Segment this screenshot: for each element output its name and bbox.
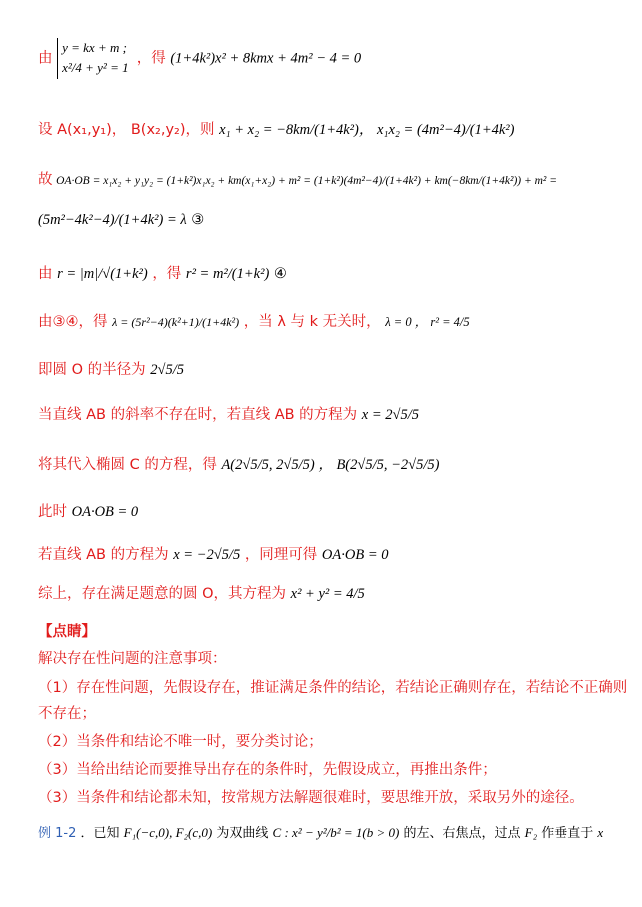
step-text: 若直线 AB 的方程为	[38, 547, 169, 563]
step-text: 设 A(x₁,y₁)， B(x₂,y₂)，则	[38, 122, 215, 138]
tip-intro: 解决存在性问题的注意事项：	[38, 651, 227, 667]
step-text: ，同理可得	[244, 547, 318, 563]
step-result	[38, 500, 138, 521]
focus-label: F₂	[524, 825, 538, 840]
dot-product-expansion: OA·OB = x₁x₂ + y₁y₂ = (1+k²)x₁x₂ + km(x₁+x₂) + m² = (1+k²)(4m²−4)/(1+4k²) + km(−8km/(1+4k²)) + m² =	[56, 175, 557, 187]
lambda-r-formula: λ = (5r²−4)(k²+1)/(1+4k²)	[112, 315, 240, 329]
step-other-line	[38, 543, 389, 564]
example-text: 为双曲线	[216, 826, 269, 841]
line-equation: x = −2√5/5	[173, 547, 241, 563]
equation-mark: ③	[191, 212, 205, 228]
tip-item-1-cont: 不存在；	[38, 706, 96, 722]
example-text: ．已知	[80, 826, 120, 841]
step-text: 综上，存在满足题意的圆 O，其方程为	[38, 586, 287, 602]
equation-system: y = kx + m ; x²/4 + y² = 1	[57, 38, 132, 79]
step-substitute	[38, 453, 439, 474]
example-text: 的左、右焦点，过点	[403, 826, 521, 841]
example-label: 例 1-2	[38, 826, 77, 841]
step-text: ，当 λ 与 k 无关时，	[243, 314, 381, 330]
step-text: 此时	[38, 504, 67, 520]
step-conclusion	[38, 582, 365, 603]
dot-product-zero: OA·OB = 0	[321, 547, 389, 563]
step-prefix: 由	[38, 50, 53, 67]
step-dot-product	[38, 168, 557, 189]
step-lambda	[38, 212, 204, 229]
radius-formula: r = |m|/√(1+k²)	[57, 266, 148, 282]
step-system	[38, 38, 361, 79]
example-text: 作垂直于	[541, 826, 594, 841]
step-prefix: 由③④，得	[38, 314, 108, 330]
line-equation: x = 2√5/5	[361, 407, 419, 423]
step-lambda-r	[38, 310, 470, 331]
step-text: 将其代入椭圆 C 的方程，得	[38, 457, 217, 473]
tip-item-4: （3）当条件和结论都未知，按常规方法解题很难时，要思维开放，采取另外的途径。	[38, 790, 584, 806]
step-radius-value	[38, 358, 184, 379]
circle-equation: x² + y² = 4/5	[290, 586, 365, 602]
hyperbola-equation: C : x² − y²/b² = 1(b > 0)	[272, 825, 400, 840]
radius-value: 2√5/5	[150, 362, 184, 378]
intersection-points: A(2√5/5, 2√5/5) ， B(2√5/5, −2√5/5)	[221, 457, 440, 473]
quadratic-equation: (1+4k²)x² + 8kmx + 4m² − 4 = 0	[170, 50, 362, 67]
vieta-formula: x₁ + x₂ = −8km/(1+4k²)， x₁x₂ = (4m²−4)/(1+4k²)	[219, 122, 515, 138]
step-text: ，得	[136, 50, 166, 67]
step-prefix: 由	[38, 266, 53, 282]
step-text: 即圆 O 的半径为	[38, 362, 146, 378]
step-text: 当直线 AB 的斜率不存在时，若直线 AB 的方程为	[38, 407, 358, 423]
equation-mark: ④	[273, 266, 287, 282]
tip-item-2: （2）当条件和结论不唯一时，要分类讨论；	[38, 734, 323, 750]
lambda-zero: λ = 0 ， r² = 4/5	[385, 315, 470, 329]
step-vieta	[38, 118, 514, 139]
step-text: 故	[38, 172, 53, 188]
dot-product-zero: OA·OB = 0	[71, 504, 139, 520]
example-line	[38, 822, 603, 841]
step-radius	[38, 262, 287, 283]
radius-squared: r² = m²/(1+k²)	[185, 266, 270, 282]
lambda-equation: (5m²−4k²−4)/(1+4k²) = λ	[38, 212, 187, 228]
step-text: ，得	[152, 266, 182, 282]
foci-coordinates: F₁(−c,0), F₂(c,0)	[123, 825, 213, 840]
tip-item-3: （3）当给出结论而要推导出存在的条件时，先假设成立，再推出条件；	[38, 762, 497, 778]
tip-item-1: （1）存在性问题，先假设存在，推证满足条件的结论，若结论正确则存在，若结论不正确则	[38, 680, 628, 696]
step-vertical-line	[38, 403, 419, 424]
axis-label: x	[597, 825, 604, 840]
tip-heading: 【点睛】	[38, 624, 96, 640]
